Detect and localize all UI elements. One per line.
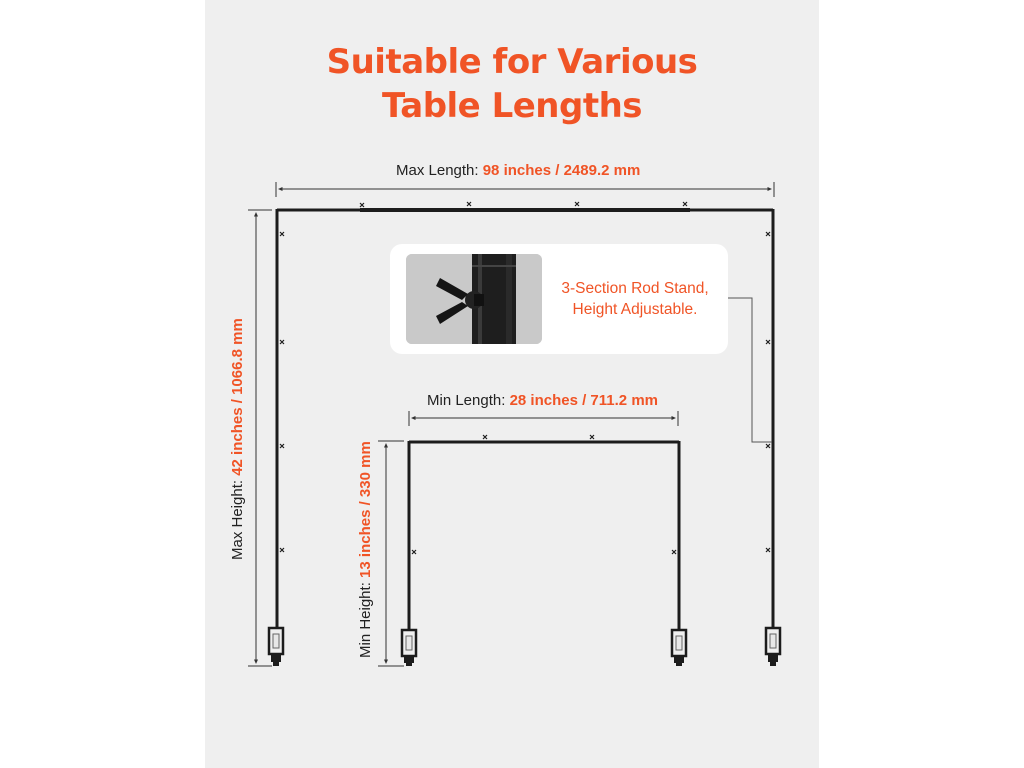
small-left-clamp bbox=[402, 630, 416, 666]
max-height-dimension bbox=[248, 210, 272, 666]
max-length-label: Max Length: 98 inches / 2489.2 mm bbox=[396, 162, 641, 179]
max-height-value: 42 inches / 1066.8 mm bbox=[229, 318, 246, 476]
small-right-clamp bbox=[672, 630, 686, 666]
small-stand-frame bbox=[402, 435, 686, 666]
right-clamp bbox=[766, 628, 780, 666]
callout-line-2: Height Adjustable. bbox=[572, 301, 698, 318]
min-height-dimension bbox=[378, 441, 404, 666]
callout-card bbox=[390, 244, 728, 354]
min-length-dimension bbox=[409, 411, 678, 426]
max-length-dimension bbox=[276, 182, 774, 197]
callout-leader-line bbox=[728, 298, 772, 442]
max-height-label: Max Height: 42 inches / 1066.8 mm bbox=[229, 318, 246, 560]
callout-line-1: 3-Section Rod Stand, bbox=[561, 280, 709, 297]
headline-line-2: Table Lengths bbox=[381, 86, 643, 126]
headline-line-1: Suitable for Various bbox=[326, 42, 698, 82]
min-length-label: Min Length: 28 inches / 711.2 mm bbox=[427, 392, 658, 409]
rod-joint-photo bbox=[406, 254, 542, 344]
callout-text bbox=[550, 278, 720, 320]
left-clamp bbox=[269, 628, 283, 666]
min-height-value: 13 inches / 330 mm bbox=[357, 441, 374, 578]
min-length-value: 28 inches / 711.2 mm bbox=[509, 392, 658, 409]
min-height-label: Min Height: 13 inches / 330 mm bbox=[357, 441, 374, 658]
max-length-value: 98 inches / 2489.2 mm bbox=[482, 162, 641, 179]
